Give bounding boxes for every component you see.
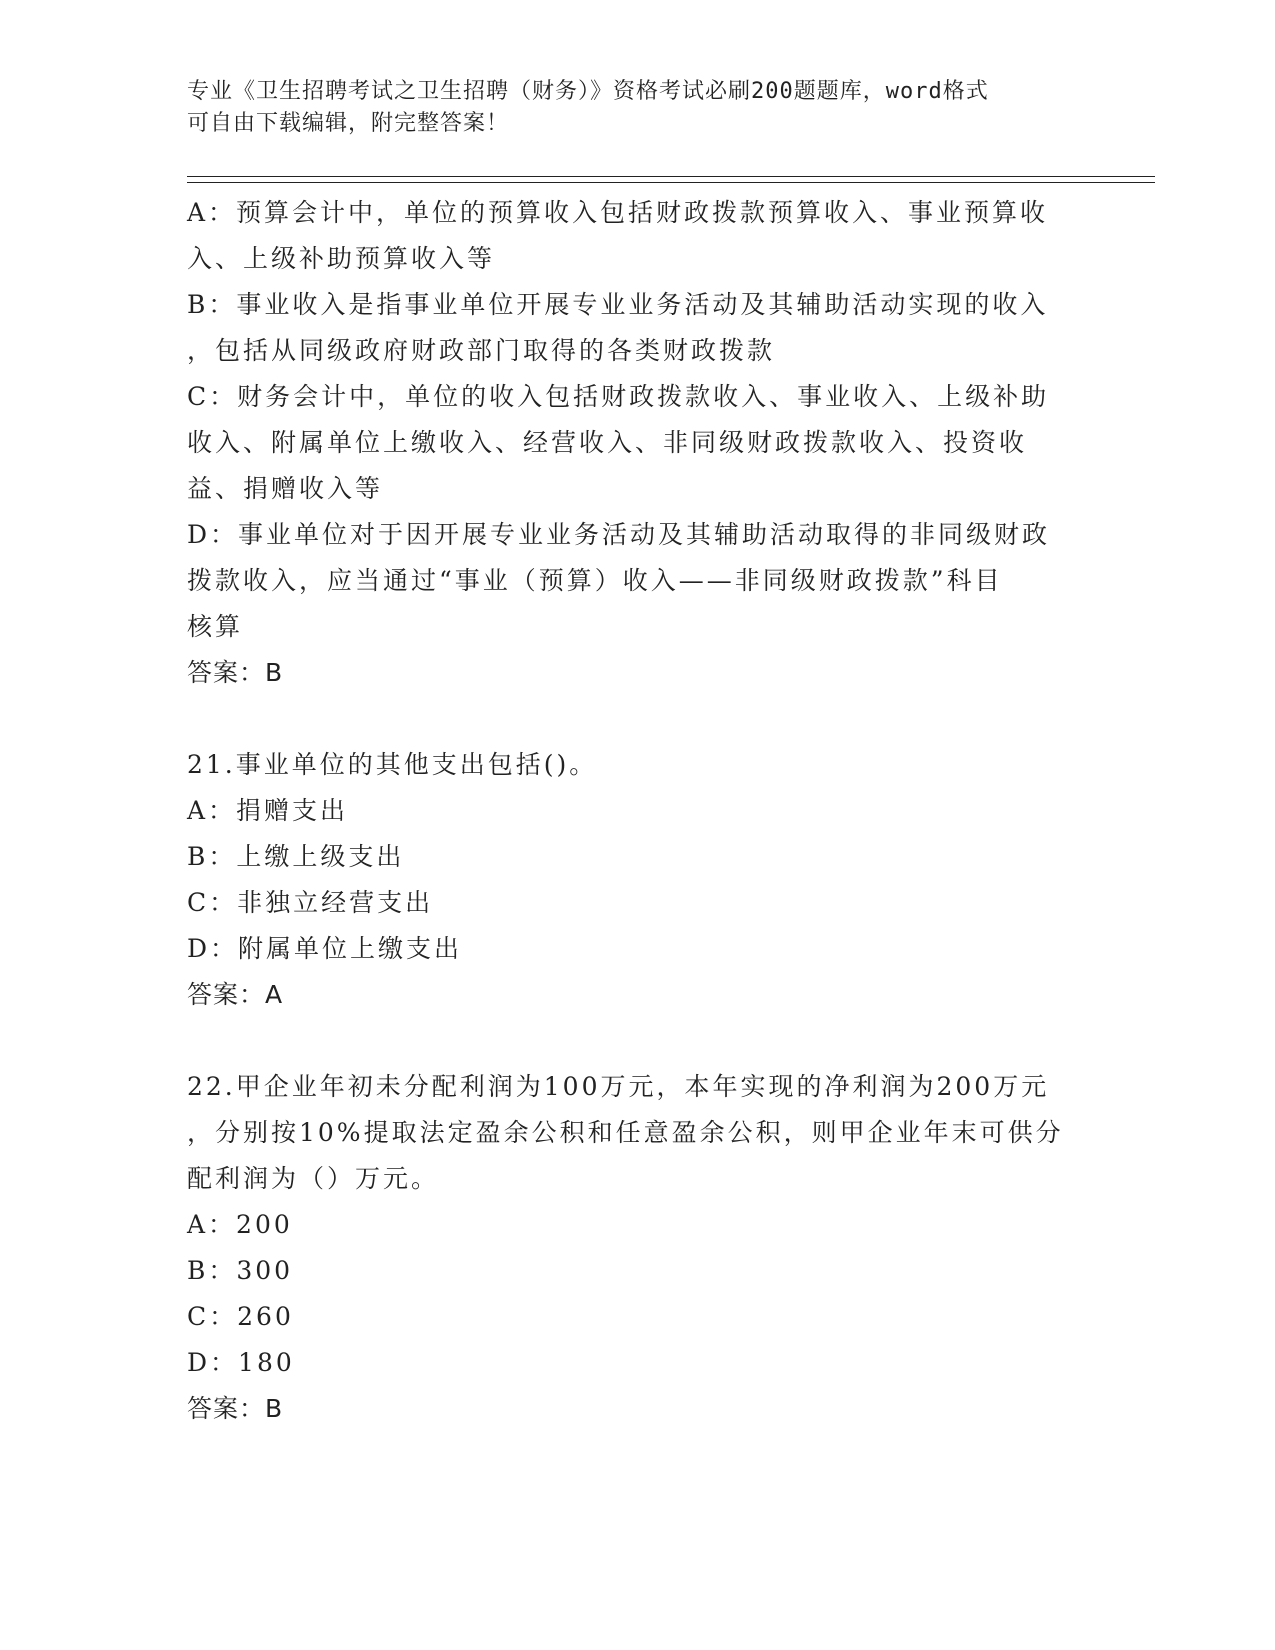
question-22-block [187,1064,1087,1432]
question-21-block [187,742,1087,1018]
q20-option-b-line-2: ，包括从同级政府财政部门取得的各类财政拨款 [187,336,776,365]
question-content [187,190,1087,1432]
q22-option-d: D：180 [187,1348,295,1377]
q21-answer: 答案：A [187,980,284,1009]
document-header [187,76,1067,140]
q21-option-d: D：附属单位上缴支出 [187,934,463,963]
q20-option-d-line-3: 核算 [187,612,244,641]
q20-option-b-line-1: B：事业收入是指事业单位开展专业业务活动及其辅助活动实现的收入 [187,290,1049,319]
q20-answer: 答案：B [187,658,284,687]
q21-option-b: B：上缴上级支出 [187,842,405,871]
q20-option-c-line-3: 益、捐赠收入等 [187,474,384,503]
q21-stem: 21.事业单位的其他支出包括()。 [187,750,598,779]
q21-option-c: C：非独立经营支出 [187,888,434,917]
q20-option-d-line-1: D：事业单位对于因开展专业业务活动及其辅助活动取得的非同级财政 [187,520,1051,549]
header-line-2: 可自由下载编辑，附完整答案！ [187,111,510,136]
q22-stem-line-3: 配利润为（）万元。 [187,1164,440,1193]
header-divider-top [187,176,1155,177]
spacer [187,696,1087,742]
q20-option-c-line-1: C：财务会计中，单位的收入包括财政拨款收入、事业收入、上级补助 [187,382,1050,411]
header-line-1: 专业《卫生招聘考试之卫生招聘（财务）》资格考试必刷200题题库，word格式 [187,79,989,104]
question-20-block [187,190,1087,696]
q22-stem-line-2: ，分别按10%提取法定盈余公积和任意盈余公积，则甲企业年末可供分 [187,1118,1064,1147]
q22-option-b: B：300 [187,1256,294,1285]
q20-option-a-line-2: 入、上级补助预算收入等 [187,244,496,273]
q22-option-c: C：260 [187,1302,294,1331]
q21-option-a: A：捐赠支出 [187,796,349,825]
header-divider-bottom [187,182,1155,183]
spacer [187,1018,1087,1064]
q20-option-a-line-1: A：预算会计中，单位的预算收入包括财政拨款预算收入、事业预算收 [187,198,1049,227]
q22-option-a: A：200 [187,1210,293,1239]
q22-stem-line-1: 22.甲企业年初未分配利润为100万元，本年实现的净利润为200万元 [187,1072,1050,1101]
q22-answer: 答案：B [187,1394,284,1423]
q20-option-c-line-2: 收入、附属单位上缴收入、经营收入、非同级财政拨款收入、投资收 [187,428,1028,457]
q20-option-d-line-2: 拨款收入，应当通过“事业（预算）收入——非同级财政拨款”科目 [187,566,1003,595]
